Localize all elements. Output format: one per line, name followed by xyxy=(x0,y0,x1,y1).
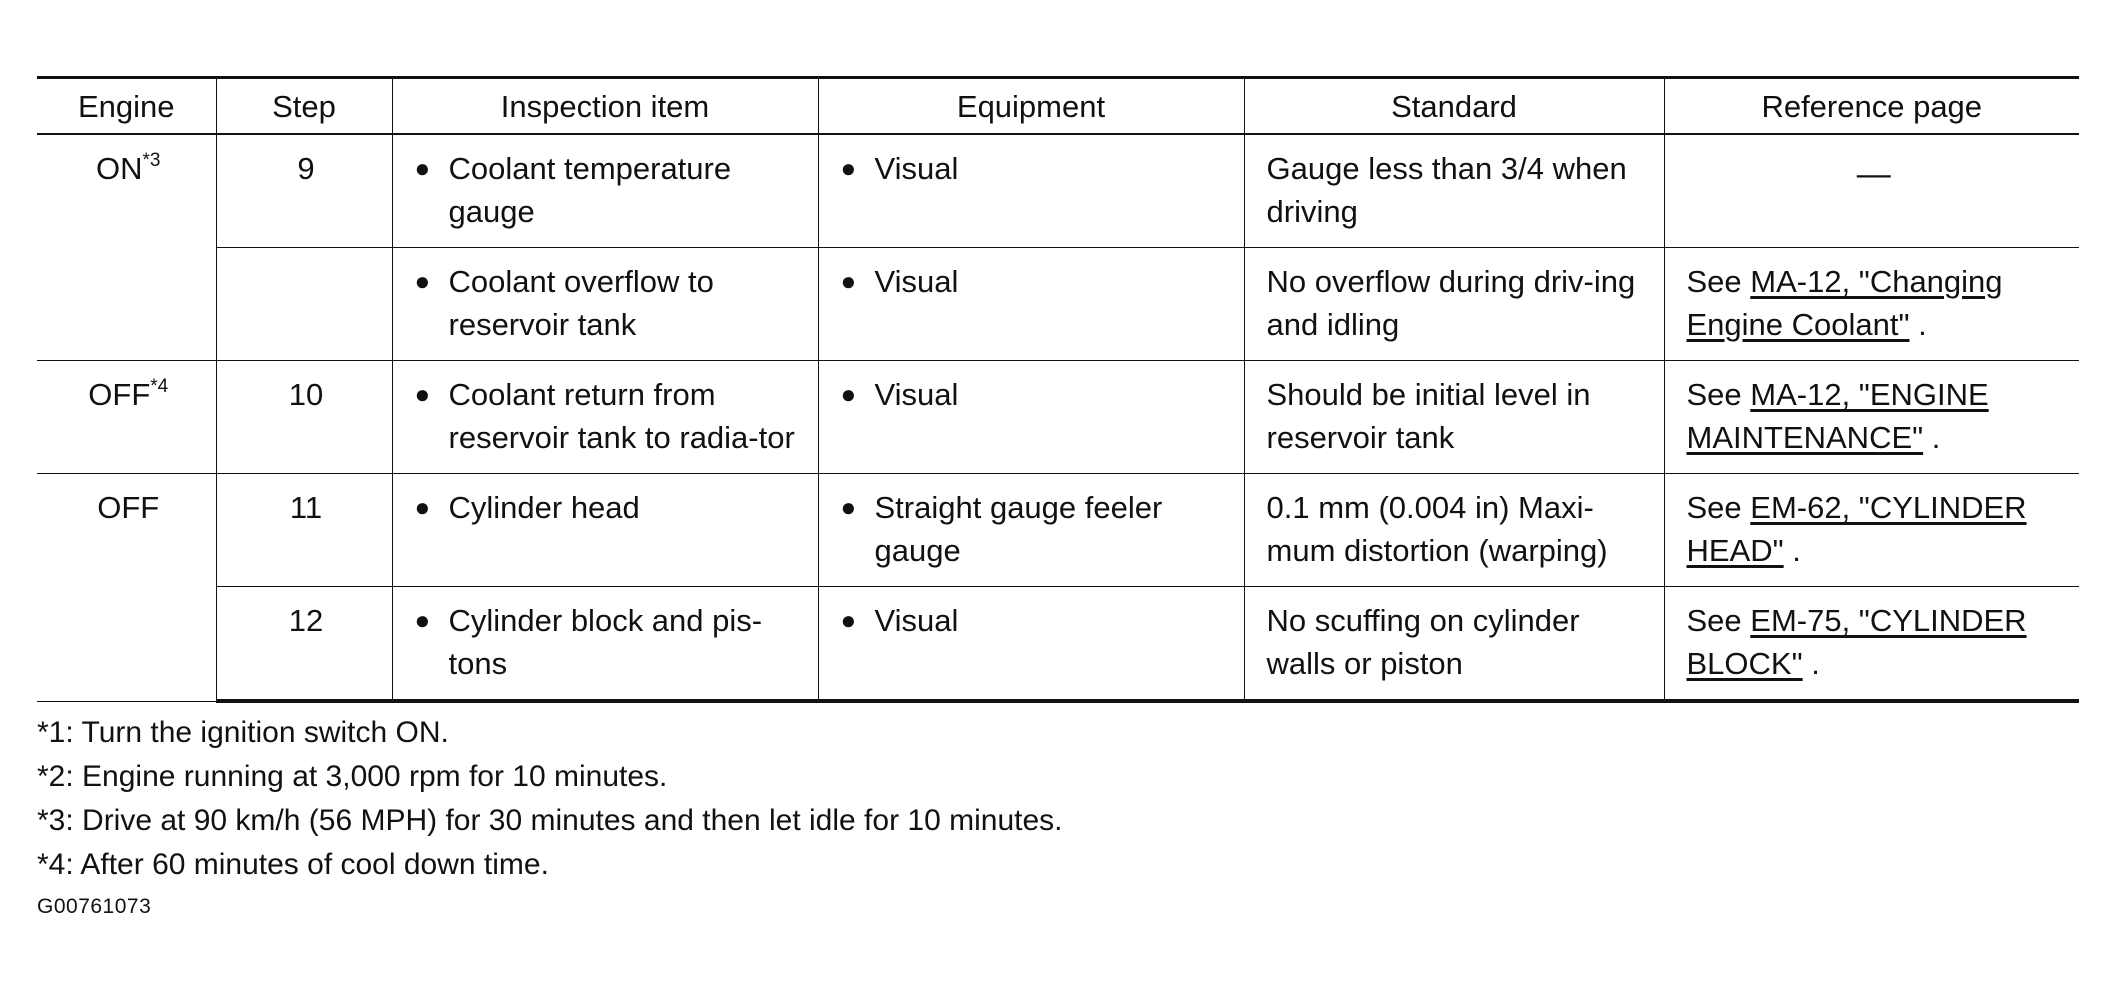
standard-cell: Gauge less than 3/4 when driving xyxy=(1244,134,1664,248)
table-row xyxy=(37,134,2079,248)
reference-link[interactable]: EM-62, "CYLINDER HEAD" xyxy=(1686,490,2027,568)
step-cell: 10 xyxy=(216,361,392,474)
inspection-cell: ● Cylinder head xyxy=(392,474,818,587)
footnote-ref: *3 xyxy=(142,150,161,171)
footnote: *2: Engine running at 3,000 rpm for 10 minutes. xyxy=(37,760,668,793)
figure-id: G00761073 xyxy=(37,895,152,918)
inspection-cell: ● Coolant overflow to reservoir tank xyxy=(392,248,818,361)
table-row xyxy=(37,248,2079,361)
engine-state: OFF xyxy=(97,490,160,525)
engine-cell xyxy=(37,361,216,474)
bullet-icon: ● xyxy=(840,605,857,635)
equipment-cell: ● Visual xyxy=(818,587,1244,702)
footnote: *1: Turn the ignition switch ON. xyxy=(37,716,449,749)
reference-link[interactable]: MA-12, "ENGINE MAINTENANCE" xyxy=(1686,377,1989,455)
step-cell xyxy=(216,248,392,361)
header-reference-page: Reference page xyxy=(1664,78,2079,135)
standard-cell: 0.1 mm (0.004 in) Maxi-mum distortion (warping) xyxy=(1244,474,1664,587)
reference-cell xyxy=(1664,134,2079,248)
table-row xyxy=(37,361,2079,474)
table-row xyxy=(37,587,2079,702)
engine-cell xyxy=(37,134,216,361)
bullet-icon: ● xyxy=(840,266,857,296)
reference-link[interactable]: EM-75, "CYLINDER BLOCK" xyxy=(1686,603,2027,681)
bullet-icon: ● xyxy=(414,492,431,522)
empty-reference-dash: — xyxy=(1856,155,1891,193)
reference-cell: See MA-12, "ENGINE MAINTENANCE" . xyxy=(1664,361,2079,474)
reference-link[interactable]: MA-12, "Changing Engine Coolant" xyxy=(1686,264,2003,342)
inspection-table xyxy=(37,76,2079,703)
bullet-icon: ● xyxy=(840,492,857,522)
inspection-cell: ● Coolant return from reservoir tank to radia-tor xyxy=(392,361,818,474)
engine-state: OFF xyxy=(88,377,151,412)
footnote: *3: Drive at 90 km/h (56 MPH) for 30 minutes and then let idle for 10 minutes. xyxy=(37,804,1063,837)
bullet-icon: ● xyxy=(840,153,857,183)
bullet-icon: ● xyxy=(414,153,431,183)
footnote-ref: *4 xyxy=(150,376,169,397)
engine-state: ON xyxy=(96,151,143,186)
bullet-icon: ● xyxy=(840,379,857,409)
standard-cell: No scuffing on cylinder walls or piston xyxy=(1244,587,1664,702)
standard-cell: Should be initial level in reservoir tank xyxy=(1244,361,1664,474)
header-row xyxy=(37,78,2079,135)
step-cell: 11 xyxy=(216,474,392,587)
bullet-icon: ● xyxy=(414,605,431,635)
footnote: *4: After 60 minutes of cool down time. xyxy=(37,848,549,881)
equipment-cell: ● Visual xyxy=(818,248,1244,361)
table-row xyxy=(37,474,2079,587)
inspection-cell: ● Coolant temperature gauge xyxy=(392,134,818,248)
step-cell: 9 xyxy=(216,134,392,248)
header-step: Step xyxy=(216,78,392,135)
bullet-icon: ● xyxy=(414,266,431,296)
bullet-icon: ● xyxy=(414,379,431,409)
standard-cell: No overflow during driv-ing and idling xyxy=(1244,248,1664,361)
header-equipment: Equipment xyxy=(818,78,1244,135)
header-standard: Standard xyxy=(1244,78,1664,135)
equipment-cell: ● Visual xyxy=(818,134,1244,248)
inspection-cell: ● Cylinder block and pis-tons xyxy=(392,587,818,702)
header-inspection-item: Inspection item xyxy=(392,78,818,135)
document xyxy=(37,76,2079,919)
reference-cell: See EM-62, "CYLINDER HEAD" . xyxy=(1664,474,2079,587)
equipment-cell: ● Visual xyxy=(818,361,1244,474)
footnotes xyxy=(37,711,2079,887)
equipment-cell: ● Straight gauge feeler gauge xyxy=(818,474,1244,587)
step-cell: 12 xyxy=(216,587,392,702)
engine-cell xyxy=(37,474,216,702)
reference-cell: See MA-12, "Changing Engine Coolant" . xyxy=(1664,248,2079,361)
header-engine: Engine xyxy=(37,78,216,135)
reference-cell: See EM-75, "CYLINDER BLOCK" . xyxy=(1664,587,2079,702)
